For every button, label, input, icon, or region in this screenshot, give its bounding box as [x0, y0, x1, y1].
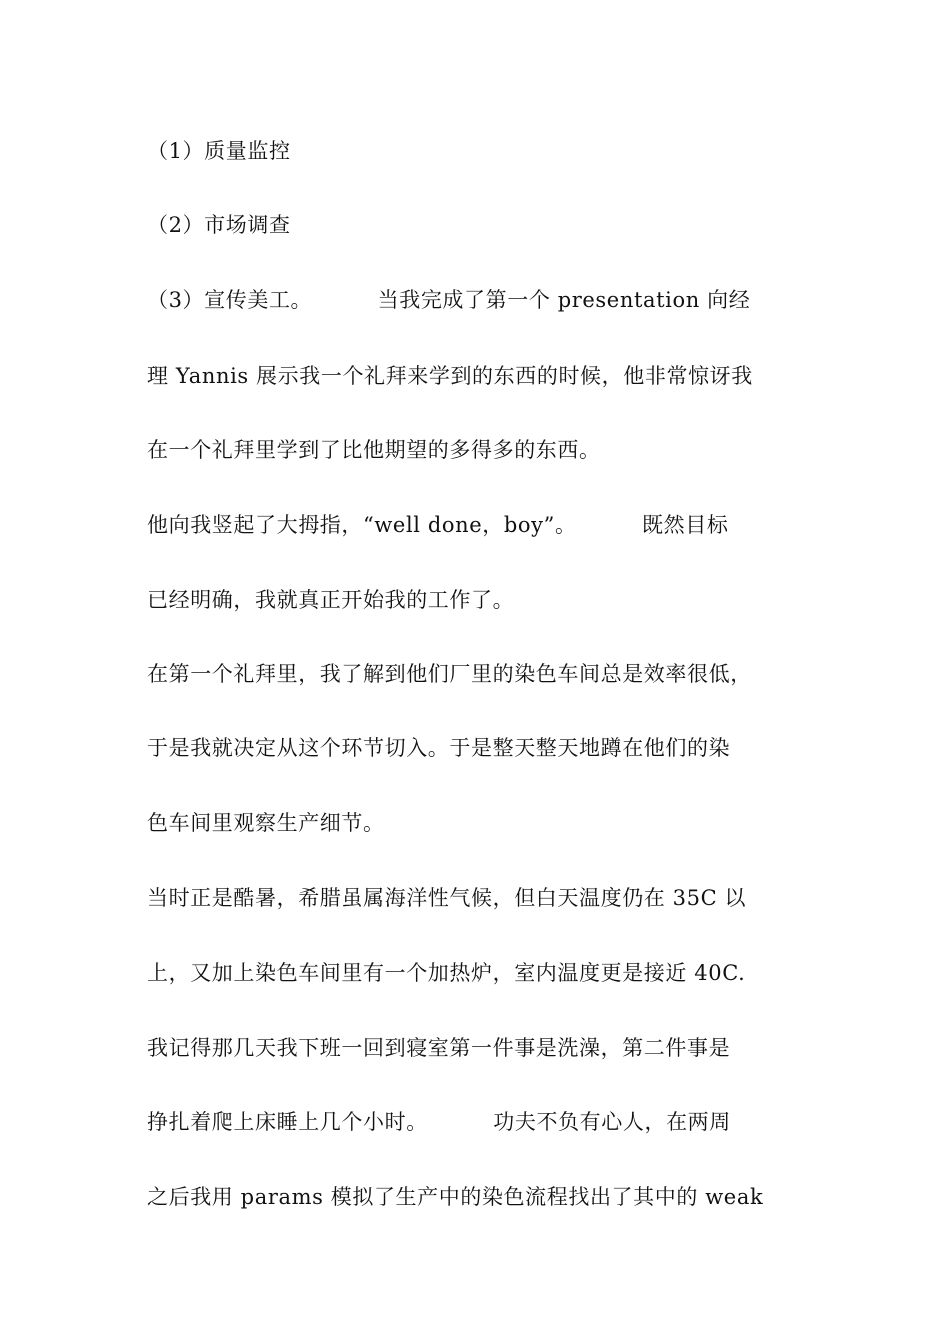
paragraph-line: 于是我就决定从这个环节切入。于是整天整天地蹲在他们的染 — [147, 736, 731, 760]
paragraph-line: （1）质量监控 — [147, 139, 291, 163]
paragraph-line: 理 Yannis 展示我一个礼拜来学到的东西的时候，他非常惊讶我 — [147, 364, 753, 388]
paragraph-line: 在第一个礼拜里，我了解到他们厂里的染色车间总是效率很低， — [147, 662, 752, 686]
paragraph-line: 之后我用 params 模拟了生产中的染色流程找出了其中的 weak — [147, 1185, 764, 1209]
paragraph-line: 我记得那几天我下班一回到寝室第一件事是洗澡，第二件事是 — [147, 1036, 731, 1060]
paragraph-line: 已经明确，我就真正开始我的工作了。 — [147, 588, 515, 612]
paragraph-line: 色车间里观察生产细节。 — [147, 811, 385, 835]
paragraph-line: （3）宣传美工。 当我完成了第一个 presentation 向经 — [147, 288, 751, 312]
paragraph-line: 他向我竖起了大拇指，“well done，boy”。 既然目标 — [147, 513, 729, 537]
paragraph-line: 当时正是酷暑，希腊虽属海洋性气候，但白天温度仍在 35C 以 — [147, 886, 747, 910]
paragraph-line: 挣扎着爬上床睡上几个小时。 功夫不负有心人，在两周 — [147, 1110, 731, 1134]
paragraph-line: 在一个礼拜里学到了比他期望的多得多的东西。 — [147, 438, 601, 462]
paragraph-line: 上，又加上染色车间里有一个加热炉，室内温度更是接近 40C. — [147, 961, 746, 985]
paragraph-line: （2）市场调查 — [147, 213, 291, 237]
